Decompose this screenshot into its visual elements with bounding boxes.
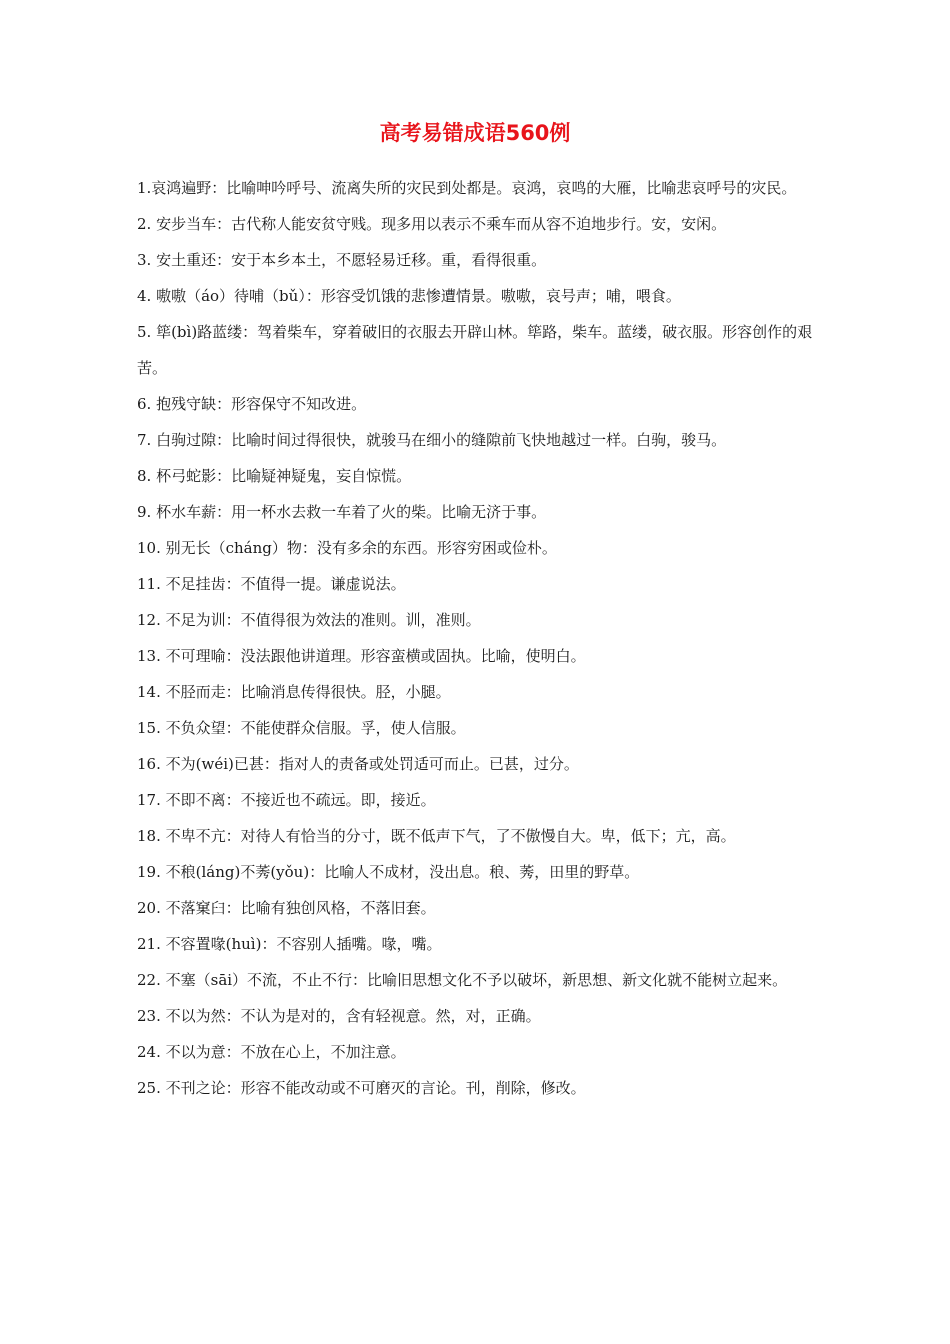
- idiom-entry: 2. 安步当车：古代称人能安贫守贱。现多用以表示不乘车而从容不迫地步行。安，安闲。: [137, 215, 727, 233]
- idiom-entry: 21. 不容置喙(huì)：不容别人插嘴。喙，嘴。: [137, 935, 442, 953]
- idiom-entry: 23. 不以为然：不认为是对的，含有轻视意。然，对，正确。: [137, 1007, 541, 1025]
- idiom-entry: 20. 不落窠臼：比喻有独创风格，不落旧套。: [137, 899, 436, 917]
- idiom-entry: 6. 抱残守缺：形容保守不知改进。: [137, 395, 367, 413]
- idiom-entry: 24. 不以为意：不放在心上，不加注意。: [137, 1043, 406, 1061]
- idiom-entry: 10. 别无长（cháng）物：没有多余的东西。形容穷困或俭朴。: [137, 539, 557, 557]
- idiom-entry: 14. 不胫而走：比喻消息传得很快。胫，小腿。: [137, 683, 451, 701]
- idiom-entry: 13. 不可理喻：没法跟他讲道理。形容蛮横或固执。比喻，使明白。: [137, 647, 586, 665]
- document-title: 高考易错成语560例: [379, 121, 571, 145]
- idiom-entry: 1.哀鸿遍野：比喻呻吟呼号、流离失所的灾民到处都是。哀鸿，哀鸣的大雁，比喻悲哀呼号的灾民。: [137, 179, 797, 197]
- idiom-entry: 12. 不足为训：不值得很为效法的准则。训，准则。: [137, 611, 481, 629]
- idiom-entry: 5. 筚(bì)路蓝缕：驾着柴车，穿着破旧的衣服去开辟山林。筚路，柴车。蓝缕，破衣服。形容创作的艰苦。: [137, 323, 813, 377]
- idiom-entry: 4. 嗷嗷（áo）待哺（bǔ）：形容受饥饿的悲惨遭情景。嗷嗷，哀号声；哺，喂食。: [137, 287, 681, 305]
- idiom-entry: 17. 不即不离：不接近也不疏远。即，接近。: [137, 791, 436, 809]
- idiom-entry: 11. 不足挂齿：不值得一提。谦虚说法。: [137, 575, 406, 593]
- idiom-entry: 25. 不刊之论：形容不能改动或不可磨灭的言论。刊，削除，修改。: [137, 1079, 586, 1097]
- idiom-list: [137, 170, 817, 1106]
- idiom-entry: 22. 不塞（sāi）不流，不止不行：比喻旧思想文化不予以破坏，新思想、新文化就不能树立起来。: [137, 971, 788, 989]
- idiom-entry: 8. 杯弓蛇影：比喻疑神疑鬼，妄自惊慌。: [137, 467, 412, 485]
- idiom-entry: 7. 白驹过隙：比喻时间过得很快，就骏马在细小的缝隙前飞快地越过一样。白驹，骏马。: [137, 431, 727, 449]
- idiom-entry: 18. 不卑不亢：对待人有恰当的分寸，既不低声下气，了不傲慢自大。卑，低下；亢，高。: [137, 827, 736, 845]
- idiom-entry: 15. 不负众望：不能使群众信服。孚，使人信服。: [137, 719, 466, 737]
- idiom-entry: 16. 不为(wéi)已甚：指对人的责备或处罚适可而止。已甚，过分。: [137, 755, 579, 773]
- idiom-entry: 19. 不稂(láng)不莠(yǒu)：比喻人不成材，没出息。稂、莠，田里的野草。: [137, 863, 640, 881]
- idiom-entry: 3. 安土重还：安于本乡本土，不愿轻易迁移。重，看得很重。: [137, 251, 547, 269]
- idiom-entry: 9. 杯水车薪：用一杯水去救一车着了火的柴。比喻无济于事。: [137, 503, 547, 521]
